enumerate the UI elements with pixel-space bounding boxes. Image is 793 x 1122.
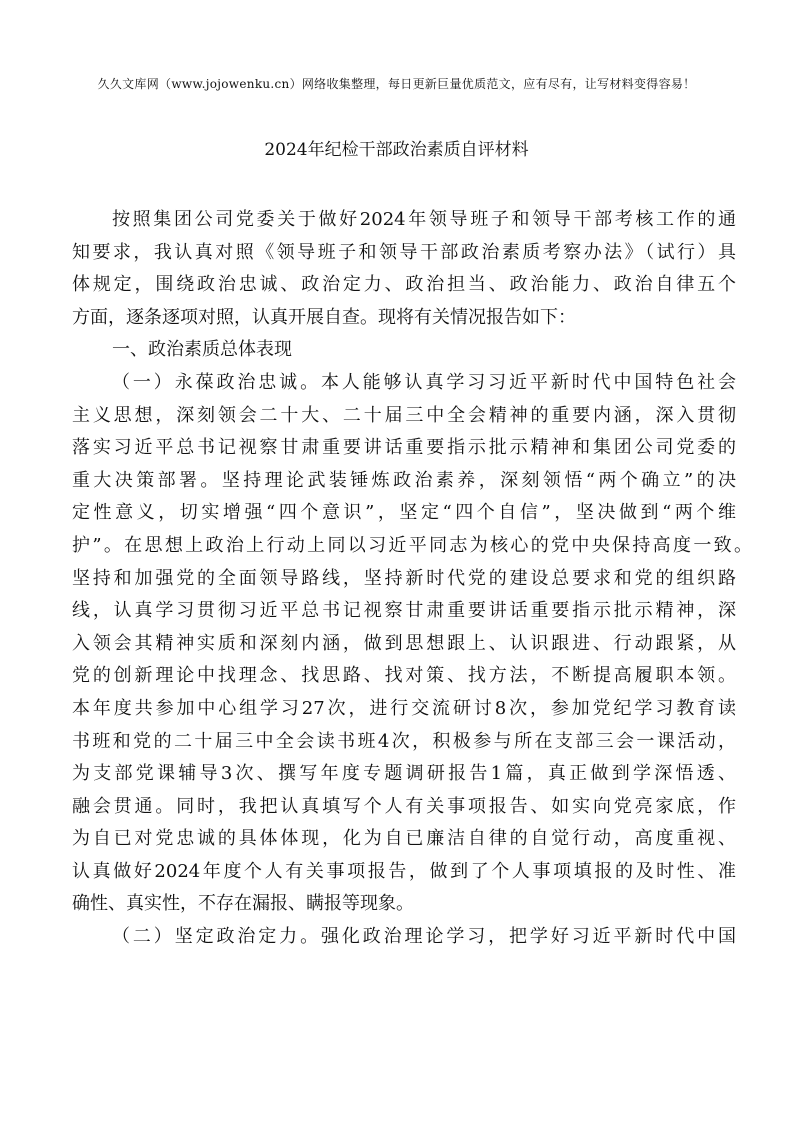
body-line: 为自已对党忠诚的具体体现，化为自已廉洁自律的自觉行动，高度重视、 [72,828,736,850]
section-heading: 一、政治素质总体表现 [112,339,292,361]
body-line: 党的创新理论中找理念、找思路、找对策、找方法，不断提高履职本领。 [72,665,736,687]
body-line: 定性意义，切实增强“四个意识”，坚定“四个自信”，坚决做到“两个维 [72,502,736,524]
body-line: 认真做好2024年度个人有关事项报告，做到了个人事项填报的及时性、准 [72,860,736,882]
body-line: 确性、真实性，不存在漏报、瞒报等现象。 [72,893,414,915]
body-line: 按照集团公司党委关于做好2024年领导班子和领导干部考核工作的通 [112,209,736,230]
body-line: 坚持和加强党的全面领导路线，坚持新时代党的建设总要求和党的组织路 [72,567,736,589]
body-line: 书班和党的二十届三中全会读书班4次，积极参与所在支部三会一课活动， [72,730,736,752]
body-line: 重大决策部署。坚持理论武装锤炼政治素养，深刻领悟“两个确立”的决 [72,469,736,491]
body-line: （二）坚定政治定力。强化政治理论学习，把学好习近平新时代中国 [112,926,736,948]
body-line: （一）永葆政治忠诚。本人能够认真学习习近平新时代中国特色社会 [112,371,736,393]
body-line: 落实习近平总书记视察甘肃重要讲话重要指示批示精神和集团公司党委的 [72,437,736,459]
body-line: 为支部党课辅导3次、撰写年度专题调研报告1篇，真正做到学深悟透、 [72,763,736,785]
document-title: 2024年纪检干部政治素质自评材料 [264,140,529,160]
body-line: 入领会其精神实质和深刻内涵，做到思想跟上、认识跟进、行动跟紧，从 [72,632,736,654]
body-line: 护”。在思想上政治上行动上同以习近平同志为核心的党中央保持高度一致。 [72,534,752,556]
header-note: 久久文库网（www.jojowenku.cn）网络收集整理，每日更新巨量优质范文，应有尽有，让写材料变得容易！ [97,77,696,91]
body-line: 主义思想，深刻领会二十大、二十届三中全会精神的重要内涵，深入贯彻 [72,404,736,426]
body-line: 知要求，我认真对照《领导班子和领导干部政治素质考察办法》（试行）具 [72,241,736,263]
body-line: 融会贯通。同时，我把认真填写个人有关事项报告、如实向党亮家底，作 [72,795,736,817]
document-body [72,204,752,954]
body-line: 体规定，围绕政治忠诚、政治定力、政治担当、政治能力、政治自律五个 [72,274,736,296]
body-line: 方面，逐条逐项对照，认真开展自查。现将有关情况报告如下： [72,306,576,328]
body-line: 线，认真学习贯彻习近平总书记视察甘肃重要讲话重要指示批示精神，深 [72,600,736,622]
body-line: 本年度共参加中心组学习27次，进行交流研讨8次，参加党纪学习教育读 [72,697,736,719]
